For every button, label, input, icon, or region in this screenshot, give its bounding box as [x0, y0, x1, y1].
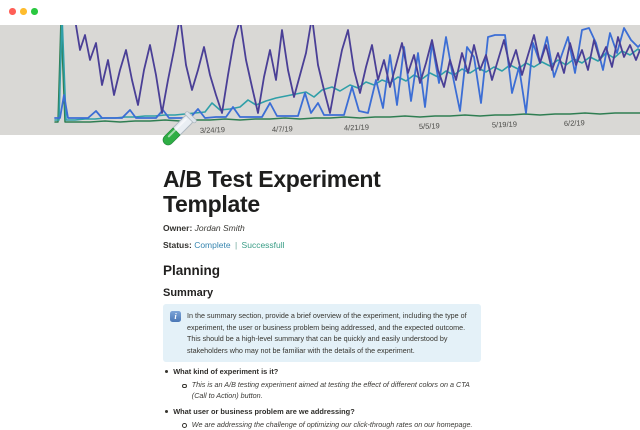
minimize-button[interactable] — [20, 8, 27, 15]
svg-text:6/2/19: 6/2/19 — [563, 118, 585, 128]
information-icon-glyph: i — [174, 311, 177, 322]
summary-callout[interactable] — [163, 304, 481, 362]
list-item-question[interactable] — [163, 406, 481, 417]
question-text: What user or business problem are we addressing? — [173, 406, 355, 416]
status-label: Status: — [163, 240, 192, 250]
callout-text: In the summary section, provide a brief overview of the experiment, including the type of experiment, the user or business problem being addressed, and the expected outcome. This should be a high-level summary that can be quickly and easily understood by stakeholders who may not be familiar with the details of the experiment. — [187, 311, 467, 355]
status-successfull[interactable]: Successfull — [241, 240, 285, 250]
answer-text: We are addressing the challenge of optimizing our click-through rates on our homepage. — [191, 419, 473, 429]
svg-text:4/7/19: 4/7/19 — [271, 124, 293, 134]
page-icon[interactable] — [156, 108, 200, 152]
status-complete[interactable]: Complete — [194, 240, 231, 250]
owner-value[interactable]: Jordan Smith — [194, 223, 245, 233]
window-titlebar — [0, 0, 640, 25]
test-tube-icon — [156, 108, 200, 152]
svg-text:5/5/19: 5/5/19 — [418, 121, 440, 131]
bullet-icon — [165, 410, 168, 413]
svg-text:5/19/19: 5/19/19 — [491, 119, 518, 130]
status-separator: | — [234, 240, 238, 250]
cover-chart-svg — [0, 25, 640, 135]
page-title[interactable]: A/B Test Experiment Template — [163, 166, 381, 217]
circle-bullet-icon — [182, 384, 187, 389]
answer-text: This is an A/B testing experiment aimed at testing the effect of different colors on a CTA (Call to Action) button. — [191, 380, 470, 400]
information-icon — [170, 311, 181, 322]
bullet-icon — [165, 370, 168, 373]
svg-text:3/24/19: 3/24/19 — [199, 125, 226, 135]
status-row — [163, 240, 481, 251]
list-item-question[interactable] — [163, 366, 481, 377]
document-body — [163, 164, 481, 430]
owner-label: Owner: — [163, 223, 193, 233]
heading-planning[interactable]: Planning — [163, 263, 220, 278]
list-item-answer[interactable] — [163, 380, 481, 402]
close-button[interactable] — [9, 8, 16, 15]
question-list — [163, 366, 481, 430]
circle-bullet-icon — [182, 423, 187, 428]
svg-text:4/21/19: 4/21/19 — [343, 122, 370, 133]
owner-row — [163, 223, 481, 234]
question-text: What kind of experiment is it? — [173, 367, 279, 376]
list-item-answer[interactable] — [163, 420, 481, 430]
cover-image[interactable] — [0, 25, 640, 135]
maximize-button[interactable] — [31, 8, 38, 15]
heading-summary[interactable]: Summary — [163, 287, 214, 299]
